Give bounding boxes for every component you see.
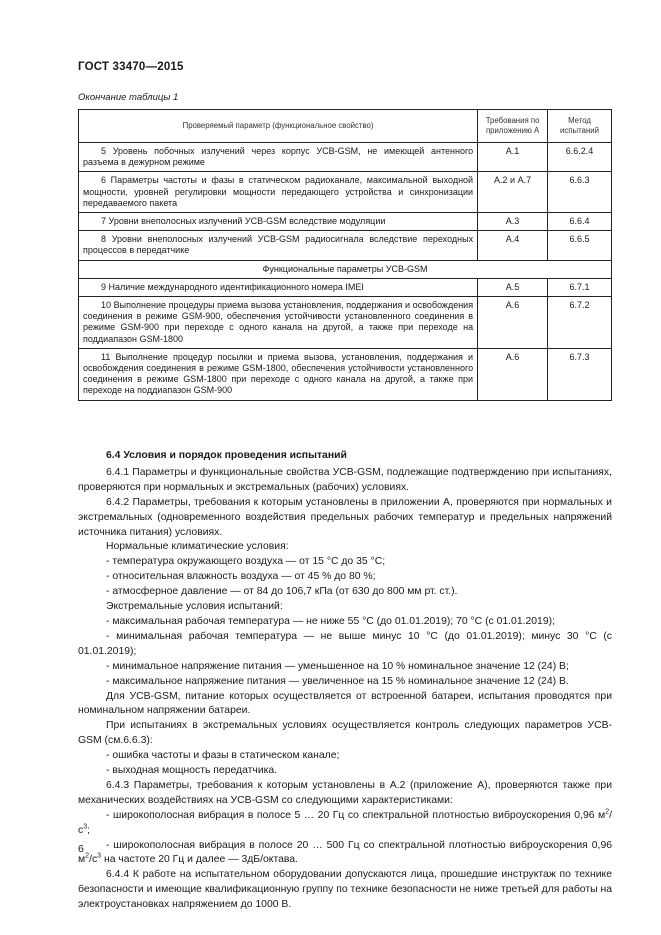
paragraph-6-4-1: 6.4.1 Параметры и функциональные свойства УСВ-GSM, подлежащие подтверждению при испытаниях, проверяются при нормальных и экстремальных (рабочих) условиях. (78, 466, 612, 493)
superscript: 2 (605, 808, 610, 816)
list-item: - минимальное напряжение питания — уменьшенное на 10 % номинальное значение 12 (24) В; (106, 660, 569, 672)
normal-conditions-title: Нормальные климатические условия: (106, 541, 289, 553)
list-item: - максимальное напряжение питания — увеличенное на 15 % номинальное значение 12 (24) В. (106, 675, 569, 687)
requirement-cell: А.4 (478, 231, 548, 260)
section-label: Функциональные параметры УСВ-GSM (79, 260, 612, 278)
requirement-cell: А.2 и А.7 (478, 172, 548, 213)
method-cell: 6.6.4 (548, 213, 612, 231)
section-body (78, 449, 612, 913)
text-fragment: /с (78, 809, 612, 836)
table-row (79, 231, 612, 260)
column-header-requirements: Требования по приложению А (478, 110, 548, 143)
requirement-cell: А.5 (478, 278, 548, 296)
param-cell: 5 Уровень побочных излучений через корпус УСВ-GSM, не имеющей антенного разъема в дежурном режиме (79, 143, 478, 172)
method-cell: 6.7.1 (548, 278, 612, 296)
vibration-item-1 (78, 809, 612, 839)
list-item: - выходная мощность передатчика. (106, 765, 278, 777)
vibration-item-2 (78, 839, 612, 869)
superscript: 2 (85, 853, 90, 860)
requirement-cell: А.1 (478, 143, 548, 172)
method-cell: 6.6.3 (548, 172, 612, 213)
extreme-conditions-title: Экстремальные условия испытаний: (106, 601, 283, 613)
document-title: ГОСТ 33470—2015 (78, 61, 184, 73)
table-row (79, 348, 612, 400)
method-cell: 6.7.2 (548, 297, 612, 349)
battery-paragraph: Для УСВ-GSM, питание которых осуществляется от встроенной батареи, испытания проводятся при номинальном напряжении батареи. (78, 690, 612, 717)
list-item: - ошибка частоты и фазы в статическом канале; (106, 750, 340, 762)
method-cell: 6.7.3 (548, 348, 612, 400)
method-cell: 6.6.2.4 (548, 143, 612, 172)
param-cell: 9 Наличие международного идентификационного номера IMEI (79, 278, 478, 296)
paragraph-6-4-4: 6.4.4 К работе на испытательном оборудовании допускаются лица, прошедшие инструктаж по технике безопасности и имеющие квалификационную группу по технике безопасности не ниже третьей для работы на электроустановках напряжением до 1000 В. (78, 869, 612, 911)
text-fragment: - широкополосная вибрация в полосе 5 … 20 Гц со спектральной плотностью виброускорения 0,96 м (106, 809, 606, 821)
text-fragment: на частоте 20 Гц и далее — 3дБ/октава. (101, 854, 298, 866)
requirement-cell: А.3 (478, 213, 548, 231)
superscript: 3 (83, 823, 88, 831)
list-item: - относительная влажность воздуха — от 45 % до 80 %; (106, 571, 376, 583)
column-header-param: Проверяемый параметр (функциональное свойство) (79, 110, 478, 143)
table-row (79, 278, 612, 296)
section-heading: 6.4 Условия и порядок проведения испытаний (106, 450, 347, 461)
paragraph-6-4-3: 6.4.3 Параметры, требования к которым установлены в А.2 (приложение А), проверяются также при механических воздействиях на УСВ-GSM со следующими характеристиками: (78, 779, 612, 806)
page-number: 6 (78, 843, 84, 855)
table-row (79, 172, 612, 213)
list-item: - атмосферное давление — от 84 до 106,7 кПа (от 630 до 800 мм рт. ст.). (106, 586, 458, 598)
table-caption: Окончание таблицы 1 (78, 92, 179, 103)
list-item: - температура окружающего воздуха — от 15 °С до 35 °С; (106, 556, 386, 568)
column-header-method: Метод испытаний (548, 110, 612, 143)
table-section-row (79, 260, 612, 278)
table-row (79, 143, 612, 172)
method-cell: 6.6.5 (548, 231, 612, 260)
text-fragment: - широкополосная вибрация в полосе 20 … 500 Гц со спектральной плотностью виброускорения 0,96 м (78, 839, 612, 866)
text-fragment: /с (89, 854, 98, 866)
parameters-table (78, 109, 612, 401)
text-fragment: ; (87, 824, 90, 836)
list-item: - минимальная рабочая температура — не выше минус 10 °С (до 01.01.2019); минус 30 °С (с 01.01.2019); (78, 630, 612, 657)
param-cell: 8 Уровни внеполосных излучений УСВ-GSM радиосигнала вследствие переходных процессов в передатчике (79, 231, 478, 260)
param-cell: 7 Уровни внеполосных излучений УСВ-GSM вследствие модуляции (79, 213, 478, 231)
table-header-row (79, 110, 612, 143)
requirement-cell: А.6 (478, 348, 548, 400)
extreme-control-paragraph: При испытаниях в экстремальных условиях осуществляется контроль следующих параметров УСВ-GSM (см.6.6.3): (78, 720, 612, 747)
param-cell: 6 Параметры частоты и фазы в статическом радиоканале, максимальной выходной мощности, уровней регулировки мощности передающего устройства и синхронизации передаваемого пакета (79, 172, 478, 213)
table-row (79, 297, 612, 349)
superscript: 3 (97, 853, 102, 860)
requirement-cell: А.6 (478, 297, 548, 349)
param-cell: 11 Выполнение процедур посылки и приема вызова, установления, поддержания и освобождения соединения в режиме GSM-1800, обеспечения устойчивости установленного соединения в режиме GSM-1800 при переходе с одного канала на другой, а также при переходе на поддиапазон GSM-900 (79, 348, 478, 400)
param-cell: 10 Выполнение процедуры приема вызова установления, поддержания и освобождения соединения в режиме GSM-900, обеспечения устойчивости установленного соединения в режиме GSM-900 при переходе с одного канала на другой, а также при переходе на поддиапазон GSM-1800 (79, 297, 478, 349)
paragraph-6-4-2: 6.4.2 Параметры, требования к которым установлены в приложении А, проверяются при нормальных и экстремальных (одновременного воздействия предельных рабочих температур и предельных напряжений источника питания) условиях. (78, 496, 612, 538)
table-row (79, 213, 612, 231)
list-item: - максимальная рабочая температура — не ниже 55 °С (до 01.01.2019); 70 °С (с 01.01.2019); (106, 615, 555, 627)
